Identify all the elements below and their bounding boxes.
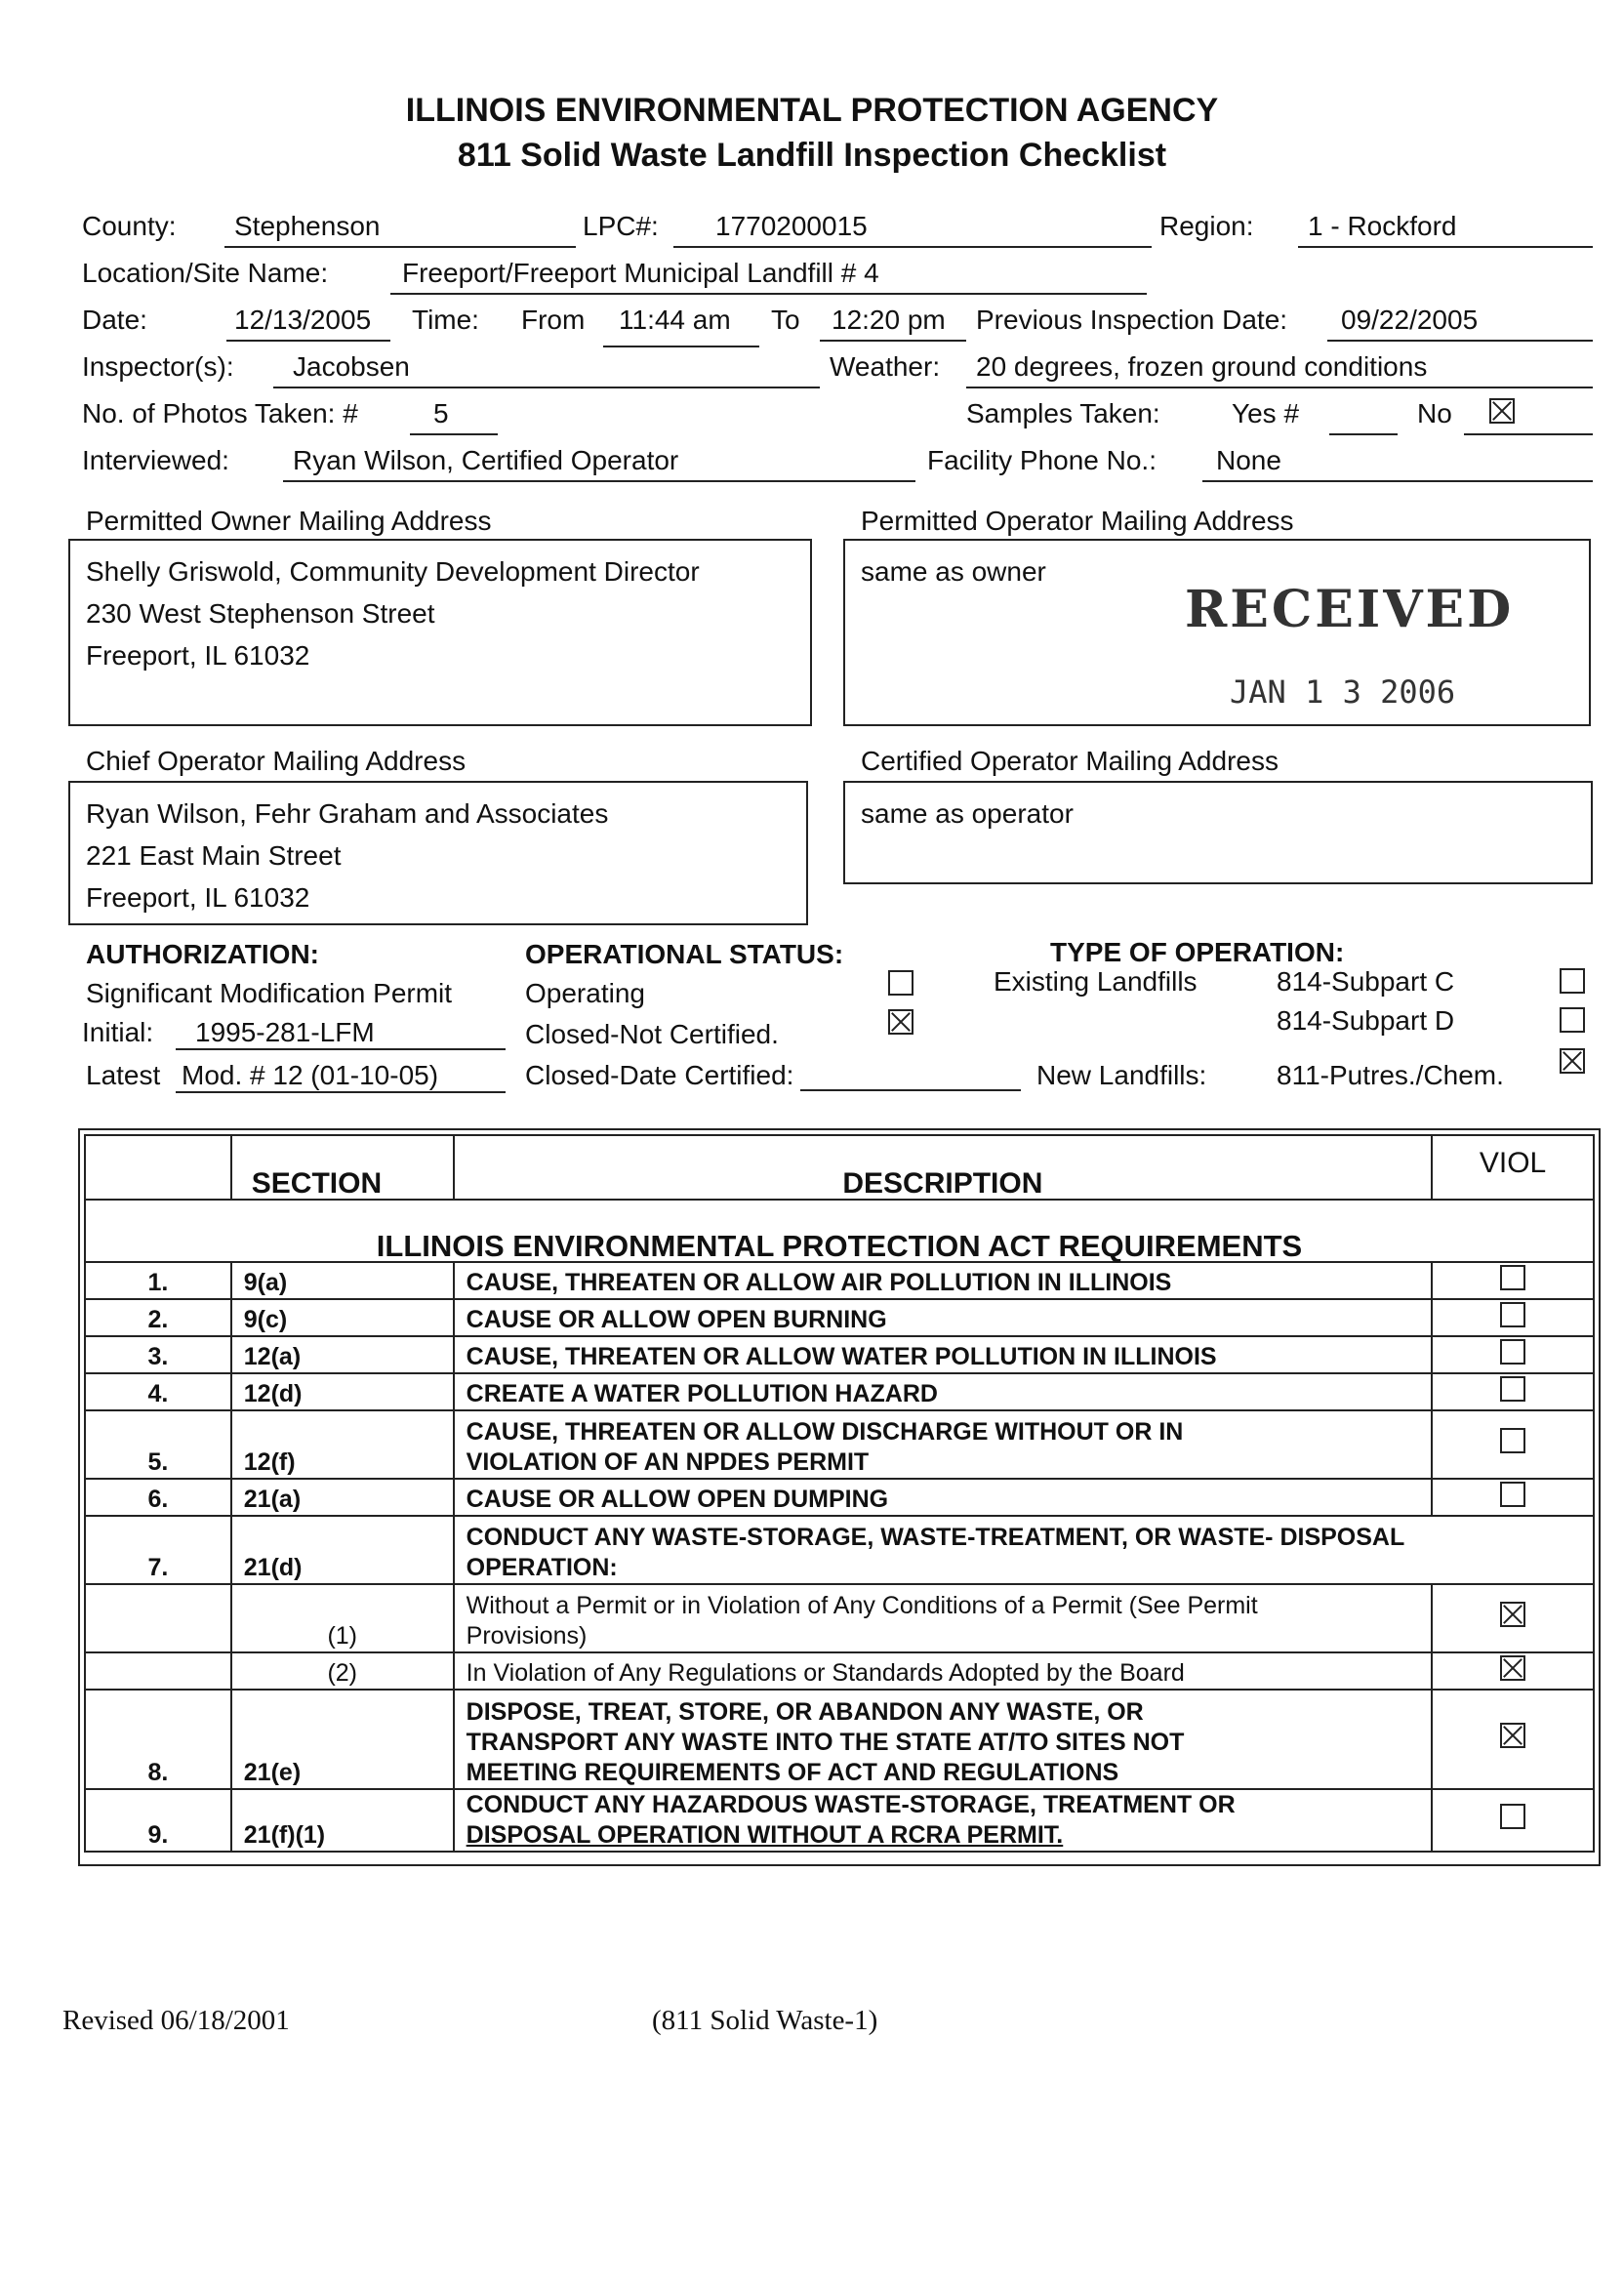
- chief-address-box: [68, 781, 808, 925]
- status-closed-not-certified: Closed-Not Certified.: [525, 1019, 779, 1049]
- row-description: CREATE A WATER POLLUTION HAZARD: [454, 1373, 1432, 1410]
- subpart-c-label: 814-Subpart C: [1277, 966, 1455, 997]
- row-viol-cell: [1432, 1373, 1594, 1410]
- phone-value: None: [1216, 445, 1281, 475]
- subpart-d-checkbox[interactable]: [1560, 1007, 1585, 1033]
- viol-checkbox[interactable]: [1500, 1339, 1525, 1365]
- row-number: 8.: [85, 1690, 231, 1789]
- row-number: 6.: [85, 1479, 231, 1516]
- agency-title: ILLINOIS ENVIRONMENTAL PROTECTION AGENCY: [405, 92, 1219, 129]
- operational-status-heading: OPERATIONAL STATUS:: [525, 939, 844, 969]
- chief-address-label: Chief Operator Mailing Address: [86, 746, 467, 776]
- table-row: [85, 1410, 1594, 1479]
- viol-checkbox[interactable]: [1500, 1482, 1525, 1507]
- revised-date: Revised 06/18/2001: [62, 2005, 290, 2036]
- latest-permit: Mod. # 12 (01-10-05): [182, 1060, 439, 1090]
- table-row: [85, 1789, 1594, 1852]
- date-label: Date:: [82, 305, 147, 335]
- row-description-line: VIOLATION OF AN NPDES PERMIT: [466, 1448, 870, 1476]
- permit-type: Significant Modification Permit: [86, 978, 453, 1008]
- row-section: 12(d): [231, 1373, 454, 1410]
- chief-line-1: Ryan Wilson, Fehr Graham and Associates: [86, 798, 609, 829]
- inspector-value: Jacobsen: [293, 351, 410, 382]
- table-row: [85, 1336, 1594, 1373]
- row-description-line: Without a Permit or in Violation of Any Conditions of a Permit (See Permit: [466, 1592, 1258, 1619]
- viol-checkbox[interactable]: [1500, 1265, 1525, 1290]
- row-description-line: OPERATION:: [466, 1554, 618, 1581]
- lpc-value: 1770200015: [715, 211, 868, 241]
- header-number: [85, 1135, 231, 1200]
- authorization-heading: AUTHORIZATION:: [86, 939, 319, 969]
- status-closed-date-certified: Closed-Date Certified:: [525, 1060, 794, 1090]
- from-value: 11:44 am: [619, 305, 731, 335]
- act-requirements-subheading: ILLINOIS ENVIRONMENTAL PROTECTION ACT REQUIREMENTS: [85, 1200, 1594, 1262]
- row-section: (2): [231, 1652, 454, 1690]
- previous-date-label: Previous Inspection Date:: [976, 305, 1288, 335]
- owner-line-2: 230 West Stephenson Street: [86, 598, 435, 629]
- interviewed-label: Interviewed:: [82, 445, 229, 475]
- row-description-line: Provisions): [466, 1622, 588, 1650]
- row-description: CAUSE, THREATEN OR ALLOW AIR POLLUTION IN ILLINOIS: [454, 1262, 1432, 1299]
- row-number: 7.: [85, 1516, 231, 1584]
- existing-landfills-label: Existing Landfills: [994, 966, 1198, 997]
- viol-checkbox[interactable]: [1500, 1428, 1525, 1453]
- initial-label: Initial:: [82, 1017, 154, 1047]
- row-description: [454, 1789, 1432, 1852]
- weather-label: Weather:: [830, 351, 941, 382]
- photos-label: No. of Photos Taken: #: [82, 398, 358, 428]
- viol-checkbox[interactable]: [1500, 1723, 1525, 1748]
- table-row: [85, 1584, 1594, 1652]
- row-number: 2.: [85, 1299, 231, 1336]
- row-viol-cell: [1432, 1584, 1594, 1652]
- viol-checkbox[interactable]: [1500, 1376, 1525, 1402]
- row-number: 3.: [85, 1336, 231, 1373]
- row-number: 4.: [85, 1373, 231, 1410]
- row-section: 9(a): [231, 1262, 454, 1299]
- initial-permit: 1995-281-LFM: [195, 1017, 375, 1047]
- row-section: 21(f)(1): [231, 1789, 454, 1852]
- form-title: 811 Solid Waste Landfill Inspection Checklist: [457, 137, 1167, 174]
- county-value: Stephenson: [234, 211, 381, 241]
- row-viol-cell: [1432, 1479, 1594, 1516]
- header-section: SECTION: [231, 1135, 454, 1200]
- from-label: From: [521, 305, 586, 335]
- certified-address-box: [843, 781, 1593, 884]
- row-section: 12(f): [231, 1410, 454, 1479]
- operating-checkbox[interactable]: [888, 970, 914, 996]
- viol-checkbox[interactable]: [1500, 1602, 1525, 1627]
- row-description: CAUSE, THREATEN OR ALLOW WATER POLLUTION IN ILLINOIS: [454, 1336, 1432, 1373]
- owner-line-1: Shelly Griswold, Community Development Director: [86, 556, 700, 587]
- samples-no-label: No: [1417, 398, 1452, 428]
- putres-chem-label: 811-Putres./Chem.: [1277, 1060, 1504, 1090]
- interviewed-value: Ryan Wilson, Certified Operator: [293, 445, 679, 475]
- row-viol-cell: [1432, 1410, 1594, 1479]
- received-stamp: RECEIVED: [1185, 580, 1515, 639]
- row-viol-cell: [1432, 1652, 1594, 1690]
- row-section: 12(a): [231, 1336, 454, 1373]
- row-section: 9(c): [231, 1299, 454, 1336]
- table-row: [85, 1299, 1594, 1336]
- table-row: [85, 1516, 1594, 1584]
- header-viol: VIOL: [1432, 1135, 1594, 1200]
- subpart-c-checkbox[interactable]: [1560, 968, 1585, 994]
- row-description-line: CONDUCT ANY WASTE-STORAGE, WASTE-TREATMENT, OR WASTE- DISPOSAL: [466, 1524, 1405, 1551]
- row-description: [454, 1584, 1432, 1652]
- row-description: In Violation of Any Regulations or Standards Adopted by the Board: [454, 1652, 1432, 1690]
- previous-date-value: 09/22/2005: [1341, 305, 1479, 335]
- type-of-operation-heading: TYPE OF OPERATION:: [1050, 937, 1345, 967]
- region-value: 1 - Rockford: [1308, 211, 1457, 241]
- row-section: 21(e): [231, 1690, 454, 1789]
- owner-address-label: Permitted Owner Mailing Address: [86, 506, 492, 536]
- closed-not-certified-checkbox[interactable]: [888, 1009, 914, 1035]
- status-operating: Operating: [525, 978, 645, 1008]
- table-row: [85, 1479, 1594, 1516]
- to-value: 12:20 pm: [832, 305, 946, 335]
- site-value: Freeport/Freeport Municipal Landfill # 4: [402, 258, 879, 288]
- viol-checkbox[interactable]: [1500, 1302, 1525, 1327]
- subheading-row: [85, 1200, 1594, 1262]
- row-description-line: CAUSE, THREATEN OR ALLOW DISCHARGE WITHOUT OR IN: [466, 1418, 1184, 1446]
- table-row: [85, 1690, 1594, 1789]
- row-number: 5.: [85, 1410, 231, 1479]
- row-description: [454, 1690, 1432, 1789]
- row-number: 1.: [85, 1262, 231, 1299]
- row-viol-cell: [1432, 1789, 1594, 1852]
- photos-value: 5: [433, 398, 449, 428]
- row-section: 21(a): [231, 1479, 454, 1516]
- viol-checkbox[interactable]: [1500, 1655, 1525, 1681]
- row-description-line: DISPOSAL OPERATION WITHOUT A RCRA PERMIT.: [466, 1821, 1064, 1849]
- requirements-table: [84, 1134, 1595, 1853]
- samples-label: Samples Taken:: [966, 398, 1160, 428]
- weather-value: 20 degrees, frozen ground conditions: [976, 351, 1428, 382]
- samples-no-checkbox[interactable]: [1489, 398, 1515, 424]
- row-description-line: MEETING REQUIREMENTS OF ACT AND REGULATIONS: [466, 1759, 1119, 1786]
- phone-label: Facility Phone No.:: [927, 445, 1157, 475]
- county-label: County:: [82, 211, 177, 241]
- region-label: Region:: [1159, 211, 1254, 241]
- row-number: [85, 1584, 231, 1652]
- operator-address-value: same as owner: [861, 556, 1046, 587]
- row-number: [85, 1652, 231, 1690]
- time-label: Time:: [412, 305, 479, 335]
- row-description-line: TRANSPORT ANY WASTE INTO THE STATE AT/TO SITES NOT: [466, 1729, 1185, 1756]
- table-row: [85, 1652, 1594, 1690]
- table-row: [85, 1373, 1594, 1410]
- inspector-label: Inspector(s):: [82, 351, 234, 382]
- row-number: 9.: [85, 1789, 231, 1852]
- row-section: (1): [231, 1584, 454, 1652]
- row-description: CAUSE OR ALLOW OPEN DUMPING: [454, 1479, 1432, 1516]
- putres-chem-checkbox[interactable]: [1560, 1048, 1585, 1074]
- row-viol-cell: [1432, 1690, 1594, 1789]
- certified-address-label: Certified Operator Mailing Address: [861, 746, 1279, 776]
- chief-line-2: 221 East Main Street: [86, 840, 342, 871]
- operator-address-label: Permitted Operator Mailing Address: [861, 506, 1294, 536]
- date-value: 12/13/2005: [234, 305, 372, 335]
- row-description-line: CONDUCT ANY HAZARDOUS WASTE-STORAGE, TREATMENT OR: [466, 1791, 1236, 1818]
- viol-checkbox[interactable]: [1500, 1804, 1525, 1829]
- site-label: Location/Site Name:: [82, 258, 329, 288]
- received-stamp-date: JAN 1 3 2006: [1230, 673, 1456, 711]
- samples-yes-label: Yes #: [1232, 398, 1300, 428]
- lpc-label: LPC#:: [583, 211, 659, 241]
- row-viol-cell: [1432, 1336, 1594, 1373]
- subpart-d-label: 814-Subpart D: [1277, 1005, 1455, 1036]
- table-row: [85, 1262, 1594, 1299]
- row-description: [454, 1516, 1594, 1584]
- row-section: 21(d): [231, 1516, 454, 1584]
- row-viol-cell: [1432, 1262, 1594, 1299]
- new-landfills-label: New Landfills:: [1036, 1060, 1207, 1090]
- owner-line-3: Freeport, IL 61032: [86, 640, 310, 671]
- owner-address-box: [68, 539, 812, 726]
- row-description: CAUSE OR ALLOW OPEN BURNING: [454, 1299, 1432, 1336]
- form-code: (811 Solid Waste-1): [652, 2005, 878, 2036]
- row-viol-cell: [1432, 1299, 1594, 1336]
- header-description: DESCRIPTION: [454, 1135, 1432, 1200]
- table-header-row: [85, 1135, 1594, 1200]
- row-description-line: DISPOSE, TREAT, STORE, OR ABANDON ANY WASTE, OR: [466, 1698, 1144, 1726]
- chief-line-3: Freeport, IL 61032: [86, 882, 310, 913]
- to-label: To: [771, 305, 800, 335]
- latest-label: Latest: [86, 1060, 161, 1090]
- row-description: [454, 1410, 1432, 1479]
- certified-address-value: same as operator: [861, 798, 1074, 829]
